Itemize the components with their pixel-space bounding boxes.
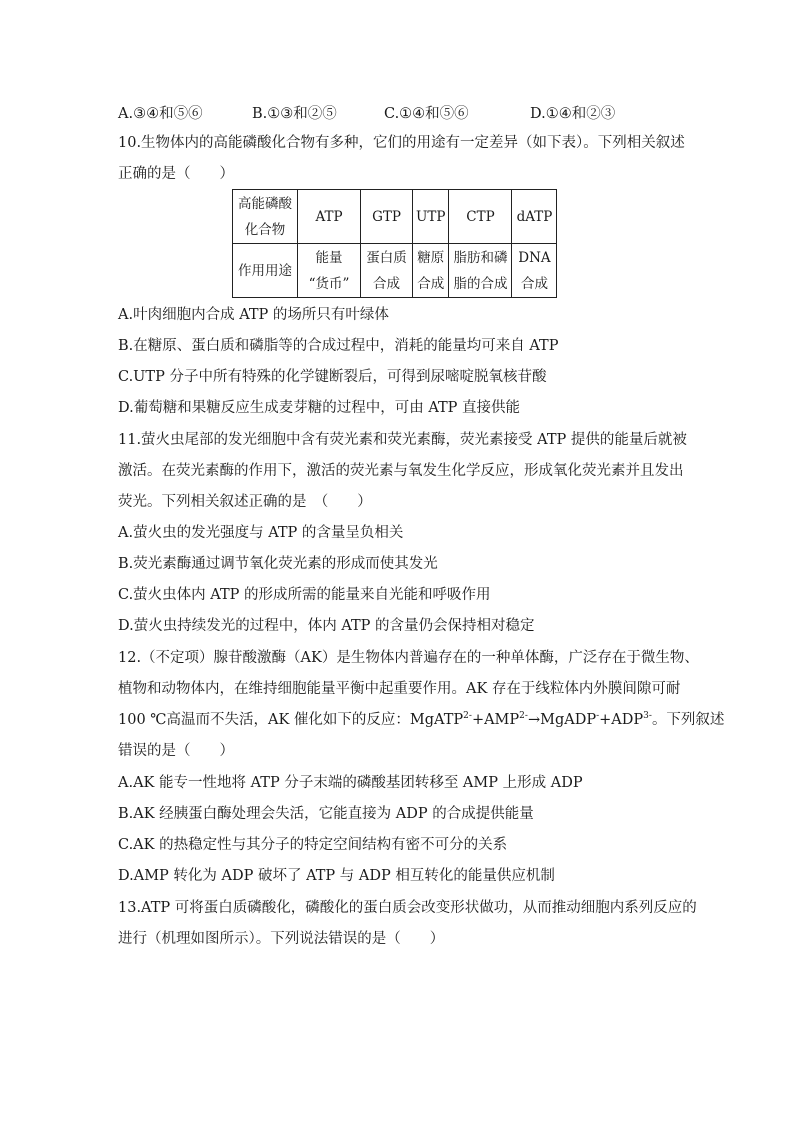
q12-stem-text: +AMP: [471, 712, 520, 728]
q9-option-a: A.③④和⑤⑥: [118, 106, 203, 122]
table-use-line: “货币”: [308, 275, 350, 292]
table-use-line: DNA: [518, 249, 551, 266]
q10-stem-line2: 正确的是（ ）: [118, 166, 234, 182]
q12-stem-line3: [118, 710, 724, 730]
q12-stem-text: 。下列叙述: [651, 712, 725, 728]
q12-option-a: A.AK 能专一性地将 ATP 分子末端的磷酸基团转移至 AMP 上形成 ADP: [118, 775, 583, 791]
q9-option-d: D.①④和②③: [530, 106, 616, 122]
q10-option-c: C.UTP 分子中所有特殊的化学键断裂后，可得到尿嘧啶脱氧核苷酸: [118, 369, 547, 385]
table-cell-compound: dATP: [512, 190, 557, 244]
q10-option-a: A.叶肉细胞内合成 ATP 的场所只有叶绿体: [118, 307, 389, 323]
q12-stem-text: 100 ℃高温而不失活，AK 催化如下的反应：MgATP: [118, 712, 464, 728]
table-cell-use: [361, 244, 413, 298]
charge-superscript: 3-: [643, 711, 652, 722]
table-use-line: 能量: [315, 249, 343, 266]
table-cell-use: [449, 244, 512, 298]
q12-option-c: C.AK 的热稳定性与其分子的特定空间结构有密不可分的关系: [118, 837, 508, 853]
q12-stem-line1: 12.（不定项）腺苷酸激酶（AK）是生物体内普遍存在的一种单体酶，广泛存在于微生物、: [118, 650, 699, 666]
table-header-line: 化合物: [244, 221, 286, 238]
q11-option-b: B.荧光素酶通过调节氧化荧光素的形成而使其发光: [118, 556, 438, 572]
table-use-line: 蛋白质: [366, 249, 407, 266]
q9-option-b: B.①③和②⑤: [252, 106, 337, 122]
table-cell-compound: UTP: [413, 190, 449, 244]
table-header-line: 高能磷酸: [238, 195, 292, 212]
q11-stem-line2: 激活。在荧光素酶的作用下，激活的荧光素与氧发生化学反应，形成氧化荧光素并且发出: [118, 463, 684, 479]
table-cell-use: [512, 244, 557, 298]
q13-stem-line2: 进行（机理如图所示）。下列说法错误的是（ ）: [118, 931, 445, 947]
q10-stem-line1: 10.生物体内的高能磷酸化合物有多种，它们的用途有一定差异（如下表）。下列相关叙述: [118, 135, 685, 151]
q10-table: [232, 189, 557, 298]
table-use-line: 合成: [417, 275, 445, 292]
q10-option-d: D.葡萄糖和果糖反应生成麦芽糖的过程中，可由 ATP 直接供能: [118, 400, 521, 416]
q12-stem-text: +ADP: [599, 712, 644, 728]
table-use-line: 合成: [373, 275, 400, 292]
q12-option-d: D.AMP 转化为 ADP 破坏了 ATP 与 ADP 相互转化的能量供应机制: [118, 868, 555, 884]
table-use-line: 脂肪和磷: [453, 249, 508, 266]
table-row2-header: 作用用途: [233, 244, 298, 298]
q11-stem-line1: 11.萤火虫尾部的发光细胞中含有荧光素和荧光素酶，荧光素接受 ATP 提供的能量后就被: [118, 432, 687, 448]
table-cell-compound: GTP: [361, 190, 413, 244]
table-cell-compound: CTP: [449, 190, 512, 244]
q11-option-c: C.萤火虫体内 ATP 的形成所需的能量来自光能和呼吸作用: [118, 587, 491, 603]
charge-superscript: 2-: [519, 711, 528, 722]
table-cell-compound: ATP: [298, 190, 361, 244]
q11-option-a: A.萤火虫的发光强度与 ATP 的含量呈负相关: [118, 525, 404, 541]
table-use-line: 脂的合成: [453, 275, 508, 292]
table-row: [233, 190, 557, 244]
q12-stem-text: →MgADP: [527, 712, 597, 728]
q11-option-d: D.萤火虫持续发光的过程中，体内 ATP 的含量仍会保持相对稳定: [118, 618, 535, 634]
q12-stem-line4: 错误的是（ ）: [118, 743, 234, 759]
table-use-line: 合成: [520, 275, 548, 292]
q10-option-b: B.在糖原、蛋白质和磷脂等的合成过程中，消耗的能量均可来自 ATP: [118, 338, 559, 354]
q12-stem-line2: 植物和动物体内，在维持细胞能量平衡中起重要作用。AK 存在于线粒体内外膜间隙可耐: [118, 681, 681, 697]
q9-option-c: C.①④和⑤⑥: [384, 106, 469, 122]
table-row: [233, 244, 557, 298]
table-cell-use: [298, 244, 361, 298]
charge-superscript: 2-: [463, 711, 472, 722]
q11-stem-line3: 荧光。下列相关叙述正确的是 （ ）: [118, 494, 372, 510]
charge-superscript: -: [596, 711, 600, 722]
table-cell-use: [413, 244, 449, 298]
table-use-line: 糖原: [417, 249, 445, 266]
q13-stem-line1: 13.ATP 可将蛋白质磷酸化，磷酸化的蛋白质会改变形状做功，从而推动细胞内系列反应的: [118, 900, 697, 916]
q12-option-b: B.AK 经胰蛋白酶处理会失活，它能直接为 ADP 的合成提供能量: [118, 806, 534, 822]
table-row1-header: [233, 190, 298, 244]
